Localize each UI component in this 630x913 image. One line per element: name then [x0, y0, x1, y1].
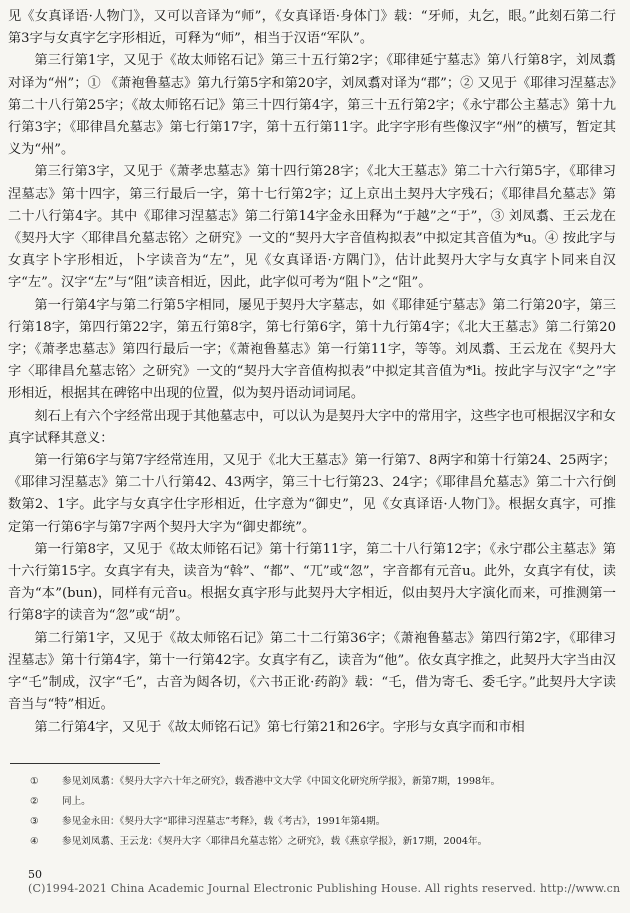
paragraph: 第一行第6字与第7字经常连用，又见于《北大王墓志》第一行第7、8两字和第十行第24、25两字；《耶律习涅墓志》第二十八行第42、43两字，第三十七行第23、24字；《耶律昌允墓志》第二十六行倒数第2、1字。此字与女真字仕字形相近，仕字意为“御史”，见《女真译语·人物门》。根据女真字，可推定第一行第6字与第7字两个契丹大字为“御史都统”。: [8, 453, 616, 535]
footnote: [30, 792, 600, 812]
footnote-text: 参见刘凤翥：《契丹大字六十年之研究》，载香港中文大学《中国文化研究所学报》，新第7期，1998年。: [62, 776, 501, 787]
paragraph: 第三行第3字，又见于《萧孝忠墓志》第十四行第28字；《北大王墓志》第二十六行第5字，《耶律习涅墓志》第十四字，第三行最后一字，第十七行第2字；辽上京出土契丹大字残石；《耶律昌允墓志》第二十八行第4字。其中《耶律习涅墓志》第二行第14字金永田释为“于越”之“于”，③ 刘凤翥、王云龙在《契丹大字〈耶律昌允墓志铭〉之研究》一文的“契丹大字音值构拟表”中拟定其音值为*u。④ 按此字与女真字卜字形相近，卜字读音为“左”，见《女真译语·方隅门》，估计此契丹大字与女真字卜同来自汉字“左”。汉字“左”与“阻”读音相近，因此，此字似可考为“阻卜”之“阻”。: [8, 164, 616, 291]
paragraph: 第二行第1字，又见于《故太师铭石记》第二十二行第36字；《萧袍鲁墓志》第四行第2字，《耶律习涅墓志》第十行第4字，第十一行第42字。女真字有乙，读音为“他”。依女真字推之，此契丹大字当由汉字“乇”制成，汉字“乇”，古音为闼各切，《六书正讹·药韵》载：“乇，借为寄乇、委乇字。”此契丹大字读音当与“特”相近。: [8, 630, 616, 713]
copyright-notice: (C)1994-2021 China Academic Journal Electronic Publishing House. All rights reserved. http://www.cn: [28, 882, 621, 895]
footnote-mark: ④: [30, 836, 39, 847]
page-number: 50: [28, 868, 42, 881]
footnote-divider: [10, 763, 160, 764]
footnote-mark: ①: [30, 776, 39, 787]
footnotes: [30, 772, 600, 852]
paragraph: 第一行第4字与第二行第5字相同，屡见于契丹大字墓志，如《耶律延宁墓志》第二行第20字，第三行第18字，第四行第22字，第五行第8字，第七行第6字，第十九行第4字；《北大王墓志》第二行第20字；《萧孝忠墓志》第四行最后一字；《萧袍鲁墓志》第一行第11字，等等。刘凤翥、王云龙在《契丹大字〈耶律昌允墓志铭〉之研究》一文的“契丹大字音值构拟表”中拟定其音值为*li。按此字与汉字“之”字形相近，根据其在碑铭中出现的位置，似为契丹语动词词尾。: [8, 297, 616, 402]
footnote: [30, 832, 600, 852]
footnote-text: 同上。: [62, 796, 91, 807]
body-text: [8, 6, 616, 739]
footnote-mark: ③: [30, 816, 39, 827]
paragraph: 刻石上有六个字经常出现于其他墓志中，可以认为是契丹大字中的常用字，这些字也可根据汉字和女真字试释其意义：: [8, 408, 616, 446]
paragraph: 见《女真译语·人物门》，又可以音译为“师”，《女真译语·身体门》载：“牙师，丸乞，眼。”此刻石第二行第3字与女真字乞字形相近，可释为“师”，相当于汉语“军队”。: [8, 9, 616, 47]
footnote-mark: ②: [30, 796, 39, 807]
footnote: [30, 772, 600, 792]
footnote-text: 参见金永田：《契丹大字“耶律习涅墓志”考释》，载《考古》，1991年第4期。: [62, 816, 386, 827]
paragraph: 第二行第4字，又见于《故太师铭石记》第七行第21和26字。字形与女真字而和市相: [34, 719, 525, 735]
paragraph: 第一行第8字，又见于《故太师铭石记》第十行第11字，第二十八行第12字；《永宁郡公主墓志》第十六行第15字。女真字有夬，读音为“斡”、“都”、“兀”或“忽”，字音都有元音u。此外，女真字有仗，读音为“本”(bun)，同样有元音u。根据女真字形与此契丹大字相近，似由契丹大字演化而来，可推测第一行第8字的读音为“忽”或“胡”。: [8, 541, 616, 624]
paragraph: 第三行第1字，又见于《故太师铭石记》第三十五行第2字；《耶律延宁墓志》第八行第8字，刘凤翥对译为“州”；① 《萧袍鲁墓志》第九行第5字和第20字，刘凤翥对译为“郡”；② 又见于《耶律习涅墓志》第二十八行第25字；《故太师铭石记》第三十四行第4字，第三十五行第2字；《永宁郡公主墓志》第十九行第3字；《耶律昌允墓志》第七行第17字，第十五行第11字。此字字形有些像汉字“州”的横写，暂定其义为“州”。: [8, 53, 616, 158]
footnote-text: 参见刘凤翥、王云龙：《契丹大字〈耶律昌允墓志铭〉之研究》，载《燕京学报》，新17期，2004年。: [62, 836, 488, 847]
footnote: [30, 812, 600, 832]
